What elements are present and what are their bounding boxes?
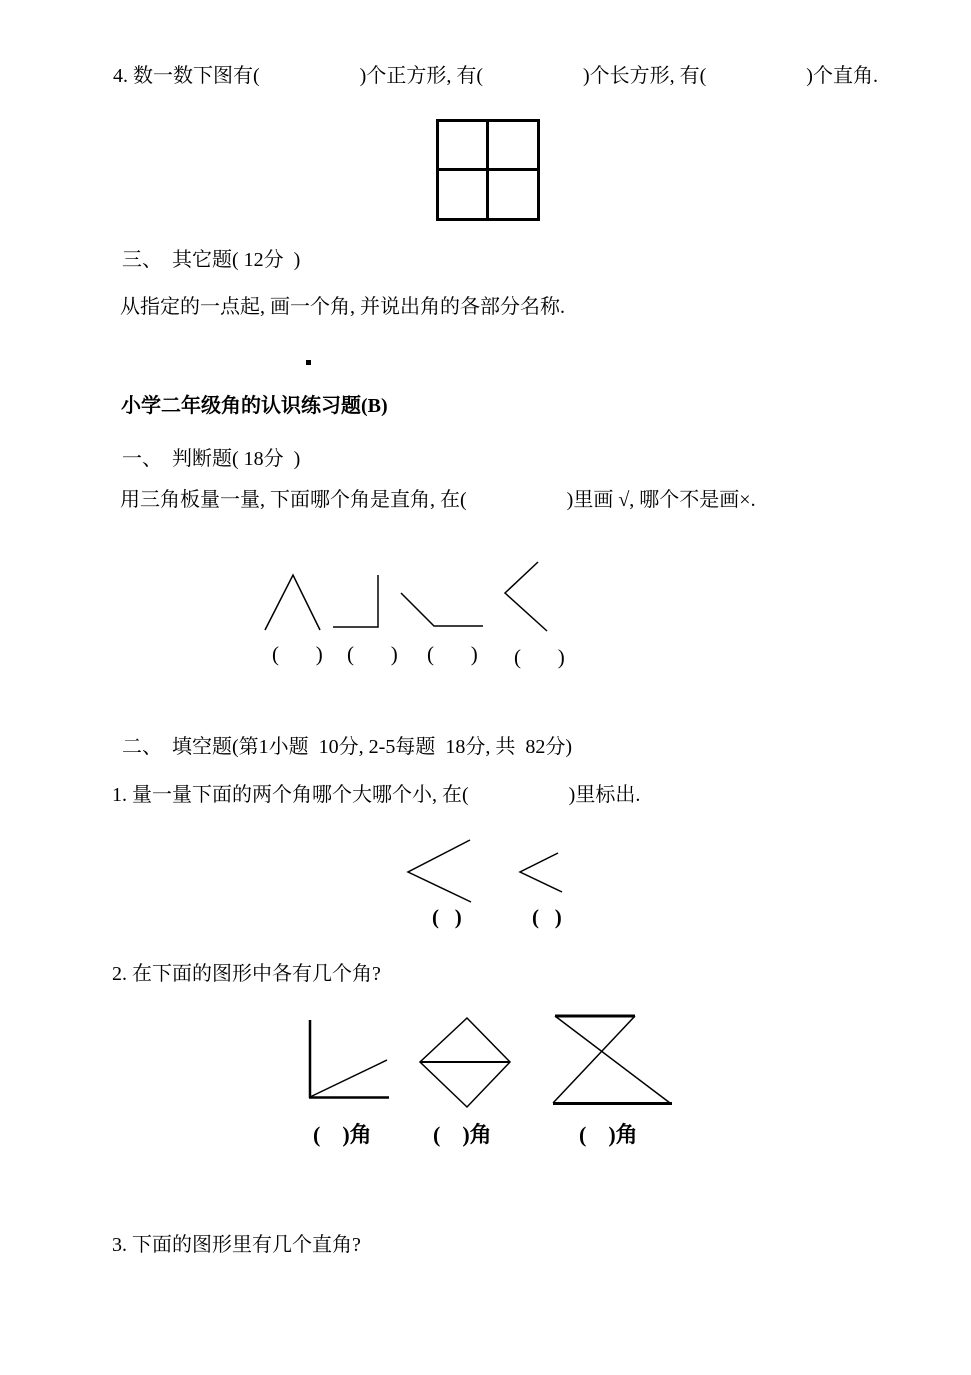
count-angles-figures: [300, 1008, 680, 1113]
section1-instruction: 用三角板量一量, 下面哪个角是直角, 在( )里画 √, 哪个不是画×.: [120, 489, 756, 511]
count-answer-label-3: ( )角: [579, 1122, 638, 1147]
judgment-answer-paren-3: ( ): [427, 642, 478, 666]
count-answer-label-2: ( )角: [433, 1122, 492, 1147]
compare-answer-paren-2: ( ): [532, 905, 562, 929]
section3-instruction: 从指定的一点起, 画一个角, 并说出角的各部分名称.: [120, 296, 565, 318]
l-figure-diagonal-ray: [310, 1060, 387, 1097]
worksheet-title: 小学二年级角的认识练习题(B): [121, 395, 388, 417]
question-3-count-right-angles: 3. 下面的图形里有几个直角?: [112, 1234, 361, 1256]
draw-point-dot: [306, 360, 311, 365]
question-1-compare-angles: 1. 量一量下面的两个角哪个大哪个小, 在( )里标出.: [112, 784, 641, 806]
judgment-answer-paren-2: ( ): [347, 642, 398, 666]
obtuse-angle-figure: [401, 593, 483, 626]
small-angle-figure: [520, 853, 562, 892]
grid-square-figure: [435, 118, 541, 222]
compare-angles-figure: [395, 835, 575, 907]
hourglass-diagonal-2: [553, 1016, 635, 1103]
hourglass-diagonal-1: [555, 1016, 670, 1103]
acute-angle-up-figure: [265, 575, 320, 630]
question-4-count-shapes: 4. 数一数下图有( )个正方形, 有( )个长方形, 有( )个直角.: [113, 65, 878, 87]
large-angle-figure: [408, 840, 471, 902]
judgment-answer-paren-4: ( ): [514, 645, 565, 669]
section2-heading: 二、 填空题(第1小题 10分, 2-5每题 18分, 共 82分): [122, 736, 572, 758]
count-answer-label-1: ( )角: [313, 1122, 372, 1147]
section1-heading: 一、 判断题( 18分 ): [122, 448, 301, 470]
judgment-angles-figure: [250, 548, 570, 643]
compare-answer-paren-1: ( ): [432, 905, 462, 929]
section3-heading: 三、 其它题( 12分 ): [122, 249, 301, 271]
judgment-answer-paren-1: ( ): [272, 642, 323, 666]
right-angle-figure: [333, 575, 378, 627]
question-2-count-angles: 2. 在下面的图形中各有几个角?: [112, 963, 381, 985]
acute-angle-left-figure: [505, 562, 547, 631]
